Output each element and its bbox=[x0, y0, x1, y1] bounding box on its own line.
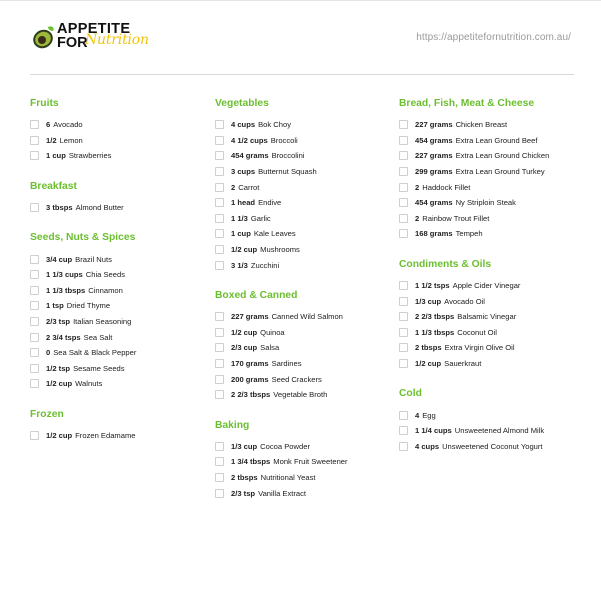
item-name: Unsweetened Coconut Yogurt bbox=[442, 441, 543, 451]
item-quantity: 0 bbox=[46, 348, 51, 358]
item-quantity: 2 tbsps bbox=[415, 343, 442, 353]
item-quantity: 3 cups bbox=[231, 167, 256, 177]
list-item bbox=[399, 179, 577, 195]
item-name: Frozen Edamame bbox=[75, 431, 136, 441]
checkbox[interactable] bbox=[215, 390, 224, 399]
item-quantity: 2/3 tsp bbox=[46, 317, 71, 327]
item-quantity: 2/3 cup bbox=[231, 343, 258, 353]
checkbox[interactable] bbox=[30, 136, 39, 145]
list-item bbox=[30, 133, 208, 149]
item-quantity: 1 head bbox=[231, 198, 256, 208]
item-quantity: 1 1/3 bbox=[231, 213, 248, 223]
checkbox[interactable] bbox=[399, 343, 408, 352]
list-item bbox=[399, 278, 577, 294]
list-item bbox=[215, 387, 393, 403]
item-name: Lemon bbox=[59, 135, 83, 145]
item-name: Quinoa bbox=[260, 327, 285, 337]
checkbox[interactable] bbox=[215, 214, 224, 223]
item-name: Avocado Oil bbox=[444, 296, 485, 306]
brand-logo bbox=[31, 22, 161, 52]
item-name: Brazil Nuts bbox=[75, 254, 112, 264]
list-item bbox=[30, 428, 208, 444]
list-item bbox=[215, 356, 393, 372]
item-name: Butternut Squash bbox=[258, 167, 317, 177]
header-divider bbox=[30, 74, 574, 75]
logo-text-for: FOR bbox=[57, 35, 88, 51]
list-item bbox=[399, 211, 577, 227]
logo-text-appetite: APPETITE bbox=[57, 21, 131, 37]
column-2 bbox=[215, 97, 393, 517]
item-quantity: 299 grams bbox=[415, 167, 453, 177]
checkbox[interactable] bbox=[30, 151, 39, 160]
item-quantity: 1/2 cup bbox=[231, 245, 258, 255]
checkbox[interactable] bbox=[215, 167, 224, 176]
checkbox[interactable] bbox=[30, 301, 39, 310]
list-item bbox=[30, 200, 208, 216]
item-quantity: 1 1/3 tbsps bbox=[415, 327, 455, 337]
item-name: Chicken Breast bbox=[455, 120, 508, 130]
list-item bbox=[399, 423, 577, 439]
item-quantity: 4 bbox=[415, 410, 420, 420]
checkbox[interactable] bbox=[215, 120, 224, 129]
list-item bbox=[215, 211, 393, 227]
item-quantity: 6 bbox=[46, 120, 51, 130]
list-item bbox=[215, 325, 393, 341]
item-name: Zucchini bbox=[250, 260, 280, 270]
item-quantity: 1 1/4 cups bbox=[415, 426, 452, 436]
checkbox[interactable] bbox=[215, 457, 224, 466]
item-list-baking bbox=[215, 439, 393, 501]
checkbox[interactable] bbox=[399, 297, 408, 306]
checkbox[interactable] bbox=[215, 198, 224, 207]
item-name: Sea Salt & Black Pepper bbox=[53, 348, 137, 358]
section-title-seeds-nuts-and-spices: Seeds, Nuts & Spices bbox=[30, 232, 136, 244]
item-name: Egg bbox=[422, 410, 436, 420]
checkbox[interactable] bbox=[399, 328, 408, 337]
item-quantity: 227 grams bbox=[415, 151, 453, 161]
list-item bbox=[215, 117, 393, 133]
list-item bbox=[399, 439, 577, 455]
item-quantity: 1/3 cup bbox=[415, 296, 442, 306]
checkbox[interactable] bbox=[399, 411, 408, 420]
checkbox[interactable] bbox=[399, 359, 408, 368]
item-name: Bok Choy bbox=[258, 120, 291, 130]
item-name: Tempeh bbox=[455, 229, 483, 239]
list-item bbox=[215, 340, 393, 356]
item-quantity: 1/2 tsp bbox=[46, 363, 71, 373]
list-item bbox=[215, 242, 393, 258]
list-item bbox=[215, 439, 393, 455]
item-list-condiments-and-oils bbox=[399, 278, 577, 372]
list-item bbox=[215, 179, 393, 195]
item-quantity: 168 grams bbox=[415, 229, 453, 239]
list-item bbox=[399, 148, 577, 164]
item-quantity: 2/3 tsp bbox=[231, 488, 256, 498]
item-list-frozen bbox=[30, 428, 208, 444]
section-title-cold: Cold bbox=[399, 388, 422, 400]
checkbox[interactable] bbox=[30, 286, 39, 295]
item-quantity: 1/3 cup bbox=[231, 441, 258, 451]
checkbox[interactable] bbox=[30, 270, 39, 279]
item-name: Cocoa Powder bbox=[260, 441, 310, 451]
item-name: Sauerkraut bbox=[444, 359, 482, 369]
checkbox[interactable] bbox=[30, 120, 39, 129]
item-quantity: 4 cups bbox=[415, 441, 440, 451]
checkbox[interactable] bbox=[399, 426, 408, 435]
item-quantity: 2 bbox=[415, 213, 420, 223]
section-title-frozen: Frozen bbox=[30, 408, 64, 420]
list-item bbox=[399, 309, 577, 325]
item-name: Avocado bbox=[53, 120, 83, 130]
checkbox[interactable] bbox=[215, 343, 224, 352]
list-item bbox=[30, 298, 208, 314]
logo-text-nutrition: Nutrition bbox=[85, 32, 149, 48]
item-quantity: 1/2 bbox=[46, 135, 57, 145]
item-name: Walnuts bbox=[75, 379, 103, 389]
item-name: Dried Thyme bbox=[66, 301, 111, 311]
item-quantity: 2 bbox=[231, 182, 236, 192]
item-quantity: 454 grams bbox=[415, 198, 453, 208]
item-quantity: 3/4 cup bbox=[46, 254, 73, 264]
item-name: Vegetable Broth bbox=[273, 390, 328, 400]
item-name: Nutritional Yeast bbox=[260, 472, 316, 482]
checkbox[interactable] bbox=[30, 379, 39, 388]
item-quantity: 1 3/4 tbsps bbox=[231, 457, 271, 467]
list-item bbox=[215, 454, 393, 470]
list-item bbox=[215, 257, 393, 273]
checkbox[interactable] bbox=[30, 317, 39, 326]
checkbox[interactable] bbox=[30, 431, 39, 440]
checkbox[interactable] bbox=[399, 281, 408, 290]
section-title-baking: Baking bbox=[215, 419, 250, 431]
item-quantity: 2 3/4 tsps bbox=[46, 332, 81, 342]
item-name: Broccolini bbox=[271, 151, 305, 161]
checkbox[interactable] bbox=[215, 473, 224, 482]
item-quantity: 170 grams bbox=[231, 359, 269, 369]
item-name: Balsamic Vinegar bbox=[457, 312, 517, 322]
list-item bbox=[399, 117, 577, 133]
checkbox[interactable] bbox=[215, 261, 224, 270]
item-name: Strawberries bbox=[68, 151, 112, 161]
checkbox[interactable] bbox=[215, 375, 224, 384]
website-link[interactable]: https://appetitefornutrition.com.au/ bbox=[416, 32, 571, 43]
item-name: Chia Seeds bbox=[85, 270, 125, 280]
item-name: Garlic bbox=[250, 213, 271, 223]
column-3 bbox=[399, 97, 577, 470]
checkbox[interactable] bbox=[215, 183, 224, 192]
list-item bbox=[399, 356, 577, 372]
column-1 bbox=[30, 97, 208, 459]
item-name: Mushrooms bbox=[260, 245, 300, 255]
item-name: Cinnamon bbox=[88, 285, 123, 295]
list-item bbox=[30, 361, 208, 377]
item-name: Carrot bbox=[238, 182, 260, 192]
item-quantity: 200 grams bbox=[231, 374, 269, 384]
list-item bbox=[215, 133, 393, 149]
item-name: Endive bbox=[258, 198, 282, 208]
item-quantity: 3 1/3 bbox=[231, 260, 248, 270]
section-title-bread-fish-meat-and-cheese: Bread, Fish, Meat & Cheese bbox=[399, 98, 535, 109]
list-item bbox=[215, 470, 393, 486]
section-title-boxed-and-canned: Boxed & Canned bbox=[215, 289, 298, 301]
item-quantity: 1/2 cup bbox=[415, 359, 442, 369]
list-item bbox=[30, 251, 208, 267]
item-name: Salsa bbox=[260, 343, 280, 353]
item-quantity: 2 tbsps bbox=[231, 472, 258, 482]
list-item bbox=[215, 371, 393, 387]
item-name: Sesame Seeds bbox=[73, 363, 125, 373]
item-name: Ny Striploin Steak bbox=[455, 198, 516, 208]
section-title-fruits: Fruits bbox=[30, 98, 59, 109]
checkbox[interactable] bbox=[399, 312, 408, 321]
checkbox[interactable] bbox=[399, 136, 408, 145]
item-name: Vanilla Extract bbox=[258, 488, 307, 498]
list-item bbox=[399, 226, 577, 242]
item-quantity: 1 cup bbox=[231, 229, 251, 239]
checkbox[interactable] bbox=[399, 183, 408, 192]
checkbox[interactable] bbox=[399, 229, 408, 238]
item-name: Sardines bbox=[271, 359, 302, 369]
item-quantity: 1 1/2 tsps bbox=[415, 281, 450, 291]
item-name: Haddock Fillet bbox=[422, 182, 471, 192]
checkbox[interactable] bbox=[30, 203, 39, 212]
item-name: Kale Leaves bbox=[253, 229, 296, 239]
checkbox[interactable] bbox=[30, 364, 39, 373]
item-list-cold bbox=[399, 407, 577, 454]
checkbox[interactable] bbox=[215, 136, 224, 145]
list-item bbox=[30, 329, 208, 345]
list-item bbox=[399, 164, 577, 180]
list-item bbox=[30, 148, 208, 164]
item-quantity: 227 grams bbox=[231, 312, 269, 322]
item-name: Canned Wild Salmon bbox=[271, 312, 343, 322]
list-item bbox=[30, 117, 208, 133]
list-item bbox=[30, 345, 208, 361]
checkbox[interactable] bbox=[399, 214, 408, 223]
item-quantity: 1/2 cup bbox=[46, 431, 73, 441]
item-name: Monk Fruit Sweetener bbox=[273, 457, 348, 467]
item-name: Almond Butter bbox=[75, 203, 124, 213]
checkbox[interactable] bbox=[215, 151, 224, 160]
checkbox[interactable] bbox=[215, 442, 224, 451]
list-item bbox=[399, 195, 577, 211]
checkbox[interactable] bbox=[399, 442, 408, 451]
item-quantity: 2 2/3 tbsps bbox=[231, 390, 271, 400]
item-name: Seed Crackers bbox=[271, 374, 322, 384]
checkbox[interactable] bbox=[215, 489, 224, 498]
top-border bbox=[0, 0, 601, 1]
item-quantity: 1 1/3 tbsps bbox=[46, 285, 86, 295]
item-list-breakfast bbox=[30, 200, 208, 216]
item-name: Extra Virgin Olive Oil bbox=[444, 343, 515, 353]
item-name: Broccoli bbox=[270, 135, 298, 145]
item-quantity: 4 1/2 cups bbox=[231, 135, 268, 145]
checkbox[interactable] bbox=[399, 151, 408, 160]
list-item bbox=[215, 309, 393, 325]
section-title-vegetables: Vegetables bbox=[215, 98, 269, 109]
item-quantity: 2 bbox=[415, 182, 420, 192]
item-quantity: 1/2 cup bbox=[231, 327, 258, 337]
list-item bbox=[30, 283, 208, 299]
item-list-seeds-nuts-and-spices bbox=[30, 251, 208, 391]
checkbox[interactable] bbox=[215, 328, 224, 337]
item-name: Coconut Oil bbox=[457, 327, 497, 337]
item-name: Extra Lean Ground Turkey bbox=[455, 167, 545, 177]
checkbox[interactable] bbox=[30, 348, 39, 357]
section-title-breakfast: Breakfast bbox=[30, 180, 77, 192]
checkbox[interactable] bbox=[399, 198, 408, 207]
item-quantity: 1 tsp bbox=[46, 301, 64, 311]
item-name: Extra Lean Ground Beef bbox=[455, 135, 538, 145]
list-item bbox=[399, 340, 577, 356]
item-list-fruits bbox=[30, 117, 208, 164]
item-quantity: 2 2/3 tbsps bbox=[415, 312, 455, 322]
item-list-vegetables bbox=[215, 117, 393, 273]
item-quantity: 227 grams bbox=[415, 120, 453, 130]
checkbox[interactable] bbox=[215, 359, 224, 368]
item-list-boxed-and-canned bbox=[215, 309, 393, 403]
item-name: Extra Lean Ground Chicken bbox=[455, 151, 550, 161]
checkbox[interactable] bbox=[215, 312, 224, 321]
list-item bbox=[215, 485, 393, 501]
list-item bbox=[215, 164, 393, 180]
list-item bbox=[30, 314, 208, 330]
item-quantity: 3 tbsps bbox=[46, 203, 73, 213]
item-name: Rainbow Trout Fillet bbox=[422, 213, 490, 223]
item-list-bread-fish-meat-and-cheese bbox=[399, 117, 577, 242]
item-name: Sea Salt bbox=[83, 332, 113, 342]
list-item bbox=[215, 148, 393, 164]
list-item bbox=[30, 267, 208, 283]
list-item bbox=[399, 293, 577, 309]
checkbox[interactable] bbox=[399, 167, 408, 176]
list-item bbox=[399, 325, 577, 341]
item-name: Apple Cider Vinegar bbox=[452, 281, 521, 291]
checkbox[interactable] bbox=[399, 120, 408, 129]
item-quantity: 454 grams bbox=[231, 151, 269, 161]
item-quantity: 1 cup bbox=[46, 151, 66, 161]
section-title-condiments-and-oils: Condiments & Oils bbox=[399, 258, 492, 270]
checkbox[interactable] bbox=[30, 333, 39, 342]
list-item bbox=[399, 407, 577, 423]
list-item bbox=[215, 226, 393, 242]
item-quantity: 1/2 cup bbox=[46, 379, 73, 389]
item-quantity: 454 grams bbox=[415, 135, 453, 145]
checkbox[interactable] bbox=[215, 245, 224, 254]
checkbox[interactable] bbox=[30, 255, 39, 264]
list-item bbox=[30, 376, 208, 392]
avocado-icon bbox=[31, 22, 57, 52]
list-item bbox=[215, 195, 393, 211]
item-quantity: 4 cups bbox=[231, 120, 256, 130]
item-name: Unsweetened Almond Milk bbox=[454, 426, 545, 436]
list-item bbox=[399, 133, 577, 149]
item-quantity: 1 1/3 cups bbox=[46, 270, 83, 280]
item-name: Italian Seasoning bbox=[73, 317, 132, 327]
checkbox[interactable] bbox=[215, 229, 224, 238]
